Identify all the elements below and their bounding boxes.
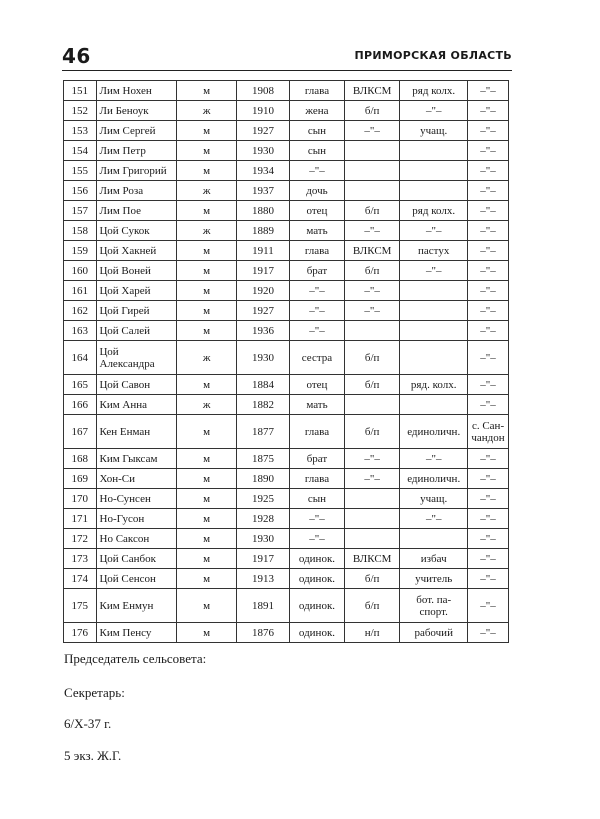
document-date: 6/Х-37 г. (64, 716, 112, 731)
cell-locality: –"– (468, 569, 509, 589)
cell-sex: м (177, 161, 237, 181)
cell-locality: –"– (468, 221, 509, 241)
cell-row-number: 153 (64, 121, 97, 141)
cell-person-name: Цой Гирей (96, 301, 177, 321)
table-row (64, 101, 509, 121)
cell-birth-year: 1875 (236, 449, 289, 469)
cell-family-role: глава (289, 241, 344, 261)
cell-occupation (400, 395, 468, 415)
cell-occupation: ряд колх. (400, 81, 468, 101)
table-row (64, 509, 509, 529)
cell-occupation: учащ. (400, 121, 468, 141)
cell-row-number: 168 (64, 449, 97, 469)
table-row (64, 449, 509, 469)
cell-person-name: Но Саксон (96, 529, 177, 549)
table-row (64, 81, 509, 101)
cell-person-name: Ли Беноук (96, 101, 177, 121)
cell-family-role: брат (289, 449, 344, 469)
table-row (64, 623, 509, 643)
cell-locality: –"– (468, 281, 509, 301)
cell-sex: м (177, 321, 237, 341)
cell-family-role: –"– (289, 509, 344, 529)
cell-occupation (400, 301, 468, 321)
cell-row-number: 156 (64, 181, 97, 201)
cell-family-role: сестра (289, 341, 344, 375)
cell-party: ВЛКСМ (344, 81, 399, 101)
cell-family-role: глава (289, 415, 344, 449)
cell-person-name: Лим Роза (96, 181, 177, 201)
cell-birth-year: 1917 (236, 549, 289, 569)
cell-occupation: единоличн. (400, 415, 468, 449)
cell-person-name: Хон-Си (96, 469, 177, 489)
cell-family-role: мать (289, 221, 344, 241)
cell-row-number: 164 (64, 341, 97, 375)
cell-birth-year: 1908 (236, 81, 289, 101)
table-row (64, 529, 509, 549)
cell-birth-year: 1913 (236, 569, 289, 589)
cell-party: ВЛКСМ (344, 549, 399, 569)
cell-sex: м (177, 141, 237, 161)
page-number: 46 (62, 44, 91, 68)
cell-person-name: Но-Сунсен (96, 489, 177, 509)
page-header (62, 44, 512, 72)
cell-party: б/п (344, 261, 399, 281)
cell-party: б/п (344, 569, 399, 589)
table-row (64, 301, 509, 321)
cell-locality: –"– (468, 321, 509, 341)
cell-row-number: 155 (64, 161, 97, 181)
cell-party (344, 529, 399, 549)
cell-person-name: Цой Александра (96, 341, 177, 375)
cell-birth-year: 1889 (236, 221, 289, 241)
cell-occupation: учитель (400, 569, 468, 589)
table-row (64, 321, 509, 341)
cell-birth-year: 1920 (236, 281, 289, 301)
cell-sex: м (177, 241, 237, 261)
cell-birth-year: 1925 (236, 489, 289, 509)
cell-row-number: 152 (64, 101, 97, 121)
cell-birth-year: 1927 (236, 301, 289, 321)
cell-family-role: дочь (289, 181, 344, 201)
cell-person-name: Цой Харей (96, 281, 177, 301)
cell-person-name: Цой Воней (96, 261, 177, 281)
cell-locality: –"– (468, 469, 509, 489)
cell-locality: –"– (468, 161, 509, 181)
cell-birth-year: 1927 (236, 121, 289, 141)
cell-occupation: бот. па-спорт. (400, 589, 468, 623)
table-row (64, 181, 509, 201)
cell-person-name: Кен Енман (96, 415, 177, 449)
cell-row-number: 167 (64, 415, 97, 449)
cell-row-number: 176 (64, 623, 97, 643)
cell-person-name: Цой Савон (96, 375, 177, 395)
cell-row-number: 165 (64, 375, 97, 395)
cell-occupation: рабочий (400, 623, 468, 643)
table-row (64, 589, 509, 623)
cell-party: б/п (344, 341, 399, 375)
cell-sex: м (177, 449, 237, 469)
table-row (64, 141, 509, 161)
cell-row-number: 158 (64, 221, 97, 241)
cell-birth-year: 1911 (236, 241, 289, 261)
cell-locality: –"– (468, 201, 509, 221)
cell-row-number: 162 (64, 301, 97, 321)
table-row (64, 261, 509, 281)
cell-family-role: –"– (289, 281, 344, 301)
cell-locality: –"– (468, 623, 509, 643)
cell-locality: –"– (468, 241, 509, 261)
cell-party: б/п (344, 201, 399, 221)
cell-locality: –"– (468, 301, 509, 321)
cell-party (344, 141, 399, 161)
cell-family-role: мать (289, 395, 344, 415)
table-row (64, 201, 509, 221)
cell-sex: м (177, 121, 237, 141)
cell-row-number: 157 (64, 201, 97, 221)
cell-locality: –"– (468, 509, 509, 529)
cell-family-role: сын (289, 121, 344, 141)
cell-row-number: 172 (64, 529, 97, 549)
cell-person-name: Цой Сенсон (96, 569, 177, 589)
cell-occupation: ряд колх. (400, 201, 468, 221)
cell-locality: –"– (468, 589, 509, 623)
cell-occupation: –"– (400, 449, 468, 469)
cell-sex: ж (177, 221, 237, 241)
cell-birth-year: 1890 (236, 469, 289, 489)
cell-family-role: одинок. (289, 569, 344, 589)
cell-sex: м (177, 301, 237, 321)
cell-occupation: единоличн. (400, 469, 468, 489)
cell-row-number: 159 (64, 241, 97, 261)
cell-occupation: –"– (400, 101, 468, 121)
table-row (64, 375, 509, 395)
cell-sex: м (177, 623, 237, 643)
cell-locality: –"– (468, 181, 509, 201)
cell-person-name: Ким Анна (96, 395, 177, 415)
cell-family-role: отец (289, 201, 344, 221)
table-row (64, 241, 509, 261)
cell-occupation: ряд. колх. (400, 375, 468, 395)
census-table (63, 80, 509, 643)
table-row (64, 489, 509, 509)
cell-locality: –"– (468, 261, 509, 281)
table-row (64, 569, 509, 589)
cell-family-role: отец (289, 375, 344, 395)
cell-sex: ж (177, 181, 237, 201)
cell-occupation (400, 161, 468, 181)
cell-party: н/п (344, 623, 399, 643)
cell-sex: м (177, 549, 237, 569)
cell-row-number: 170 (64, 489, 97, 509)
cell-family-role: одинок. (289, 623, 344, 643)
table-row (64, 121, 509, 141)
table-row (64, 395, 509, 415)
table-row (64, 469, 509, 489)
header-rule (62, 70, 512, 71)
cell-sex: м (177, 261, 237, 281)
cell-locality: –"– (468, 549, 509, 569)
running-title: ПРИМОРСКАЯ ОБЛАСТЬ (354, 49, 512, 62)
cell-sex: м (177, 569, 237, 589)
cell-sex: м (177, 201, 237, 221)
cell-party (344, 321, 399, 341)
cell-row-number: 154 (64, 141, 97, 161)
cell-locality: с. Сан-чандон (468, 415, 509, 449)
cell-occupation: –"– (400, 221, 468, 241)
cell-locality: –"– (468, 121, 509, 141)
cell-sex: ж (177, 395, 237, 415)
cell-birth-year: 1917 (236, 261, 289, 281)
table-row (64, 549, 509, 569)
cell-sex: м (177, 375, 237, 395)
cell-party: б/п (344, 101, 399, 121)
cell-occupation: –"– (400, 509, 468, 529)
secretary-signature-line: Секретарь: (64, 685, 125, 700)
cell-family-role: сын (289, 141, 344, 161)
cell-sex: м (177, 415, 237, 449)
cell-row-number: 173 (64, 549, 97, 569)
cell-family-role: глава (289, 469, 344, 489)
cell-occupation (400, 181, 468, 201)
cell-party: –"– (344, 221, 399, 241)
copies-note: 5 экз. Ж.Г. (64, 748, 122, 763)
cell-occupation: учащ. (400, 489, 468, 509)
cell-sex: м (177, 509, 237, 529)
cell-row-number: 166 (64, 395, 97, 415)
cell-sex: м (177, 281, 237, 301)
table-row (64, 415, 509, 449)
cell-row-number: 163 (64, 321, 97, 341)
cell-row-number: 174 (64, 569, 97, 589)
cell-occupation (400, 321, 468, 341)
cell-birth-year: 1936 (236, 321, 289, 341)
cell-family-role: –"– (289, 321, 344, 341)
cell-occupation: избач (400, 549, 468, 569)
cell-birth-year: 1930 (236, 529, 289, 549)
cell-family-role: сын (289, 489, 344, 509)
table-row (64, 281, 509, 301)
cell-family-role: одинок. (289, 589, 344, 623)
cell-sex: ж (177, 341, 237, 375)
cell-birth-year: 1930 (236, 141, 289, 161)
cell-person-name: Ким Пенсу (96, 623, 177, 643)
table-row (64, 221, 509, 241)
cell-locality: –"– (468, 395, 509, 415)
cell-row-number: 151 (64, 81, 97, 101)
cell-locality: –"– (468, 341, 509, 375)
cell-locality: –"– (468, 375, 509, 395)
cell-party: –"– (344, 281, 399, 301)
cell-row-number: 169 (64, 469, 97, 489)
cell-family-role: глава (289, 81, 344, 101)
cell-sex: м (177, 589, 237, 623)
cell-birth-year: 1928 (236, 509, 289, 529)
cell-locality: –"– (468, 141, 509, 161)
cell-birth-year: 1891 (236, 589, 289, 623)
cell-birth-year: 1876 (236, 623, 289, 643)
cell-row-number: 175 (64, 589, 97, 623)
cell-birth-year: 1877 (236, 415, 289, 449)
cell-person-name: Лим Нохен (96, 81, 177, 101)
cell-row-number: 161 (64, 281, 97, 301)
cell-party: б/п (344, 375, 399, 395)
cell-birth-year: 1884 (236, 375, 289, 395)
cell-sex: м (177, 529, 237, 549)
table-row (64, 341, 509, 375)
cell-person-name: Лим Петр (96, 141, 177, 161)
table-row (64, 161, 509, 181)
cell-person-name: Цой Хакней (96, 241, 177, 261)
cell-party (344, 509, 399, 529)
chairman-signature-line: Председатель сельсовета: (64, 651, 207, 666)
cell-person-name: Цой Сукок (96, 221, 177, 241)
cell-family-role: –"– (289, 529, 344, 549)
cell-family-role: –"– (289, 161, 344, 181)
cell-family-role: жена (289, 101, 344, 121)
cell-sex: м (177, 469, 237, 489)
cell-party (344, 489, 399, 509)
cell-birth-year: 1937 (236, 181, 289, 201)
cell-person-name: Лим Сергей (96, 121, 177, 141)
cell-locality: –"– (468, 449, 509, 469)
cell-party: б/п (344, 415, 399, 449)
cell-locality: –"– (468, 81, 509, 101)
cell-occupation: пастух (400, 241, 468, 261)
cell-party (344, 161, 399, 181)
cell-family-role: одинок. (289, 549, 344, 569)
cell-party: –"– (344, 121, 399, 141)
cell-family-role: брат (289, 261, 344, 281)
cell-party: б/п (344, 589, 399, 623)
cell-locality: –"– (468, 489, 509, 509)
cell-birth-year: 1930 (236, 341, 289, 375)
cell-person-name: Цой Салей (96, 321, 177, 341)
cell-locality: –"– (468, 101, 509, 121)
cell-party: –"– (344, 449, 399, 469)
cell-birth-year: 1880 (236, 201, 289, 221)
cell-party: –"– (344, 301, 399, 321)
cell-party (344, 181, 399, 201)
cell-family-role: –"– (289, 301, 344, 321)
cell-occupation: –"– (400, 261, 468, 281)
cell-person-name: Ким Енмун (96, 589, 177, 623)
cell-sex: м (177, 81, 237, 101)
cell-person-name: Лим Григорий (96, 161, 177, 181)
cell-party: ВЛКСМ (344, 241, 399, 261)
cell-row-number: 171 (64, 509, 97, 529)
cell-person-name: Лим Пое (96, 201, 177, 221)
cell-birth-year: 1934 (236, 161, 289, 181)
cell-party (344, 395, 399, 415)
cell-occupation (400, 141, 468, 161)
cell-birth-year: 1882 (236, 395, 289, 415)
cell-party: –"– (344, 469, 399, 489)
cell-person-name: Ким Гыксам (96, 449, 177, 469)
cell-person-name: Но-Гусон (96, 509, 177, 529)
cell-birth-year: 1910 (236, 101, 289, 121)
cell-sex: м (177, 489, 237, 509)
cell-occupation (400, 341, 468, 375)
cell-sex: ж (177, 101, 237, 121)
cell-locality: –"– (468, 529, 509, 549)
cell-occupation (400, 281, 468, 301)
cell-person-name: Цой Санбок (96, 549, 177, 569)
cell-occupation (400, 529, 468, 549)
cell-row-number: 160 (64, 261, 97, 281)
